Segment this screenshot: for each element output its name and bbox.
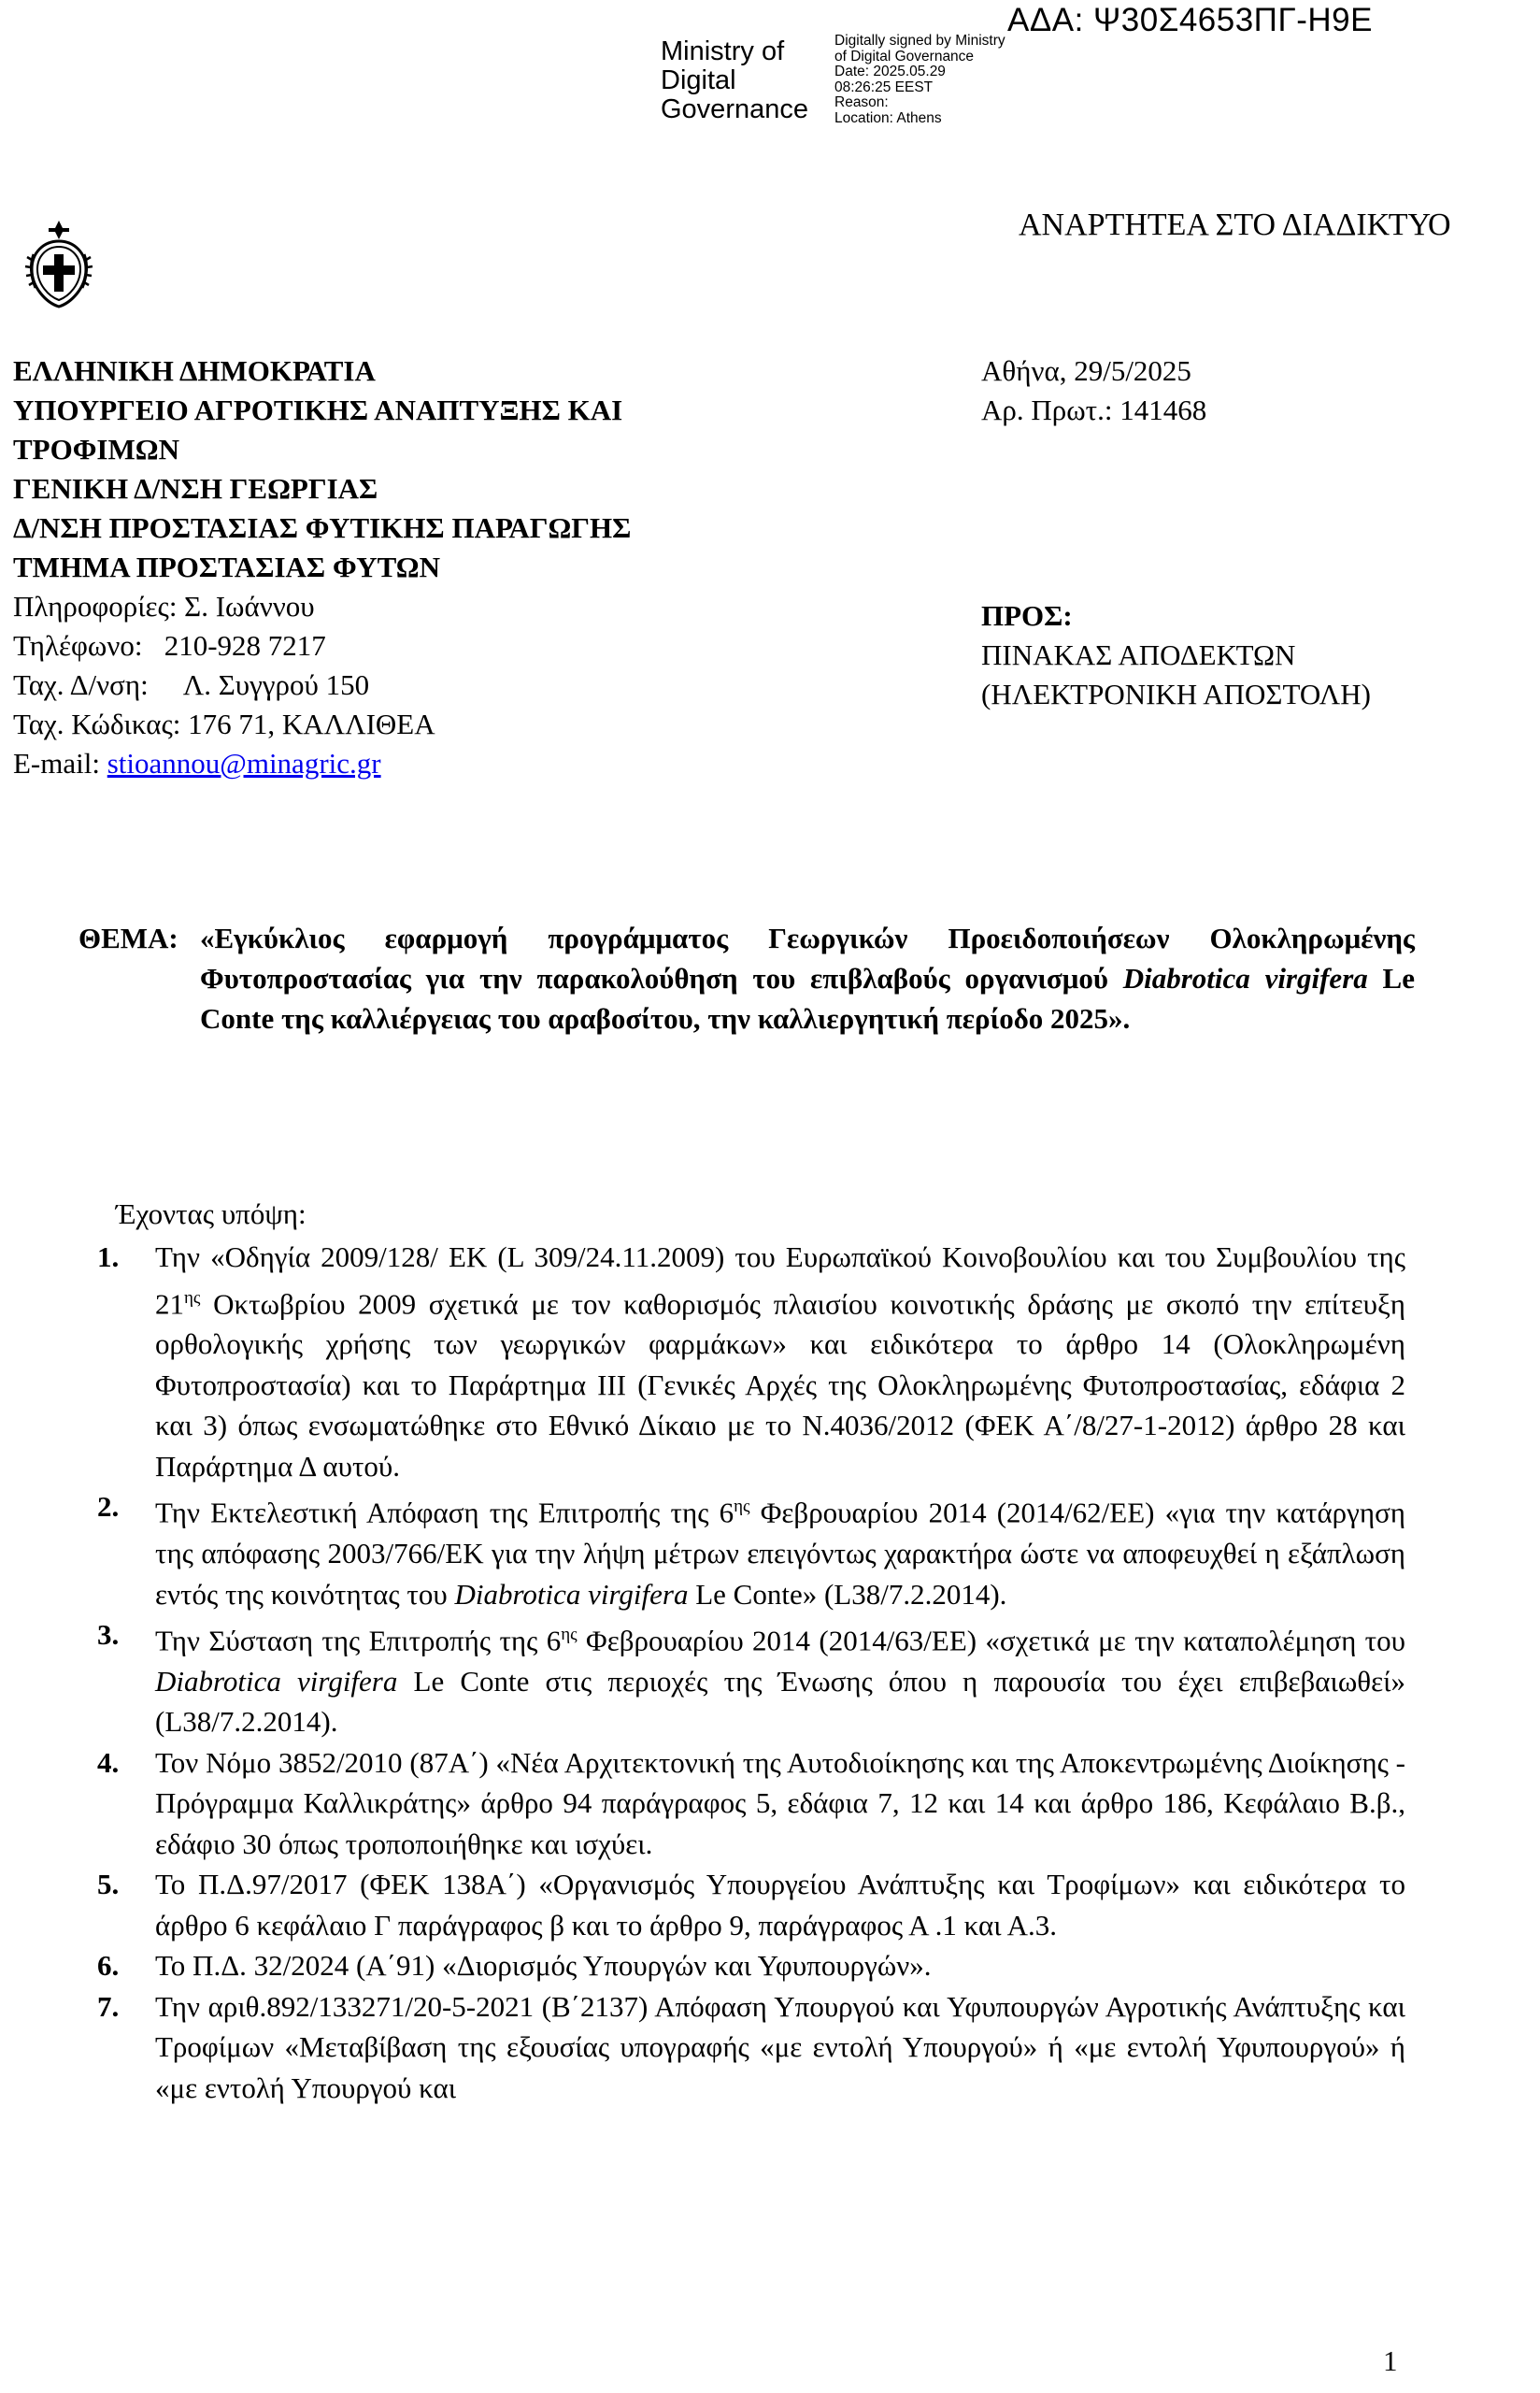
list-item: 4. Τον Νόμο 3852/2010 (87Α΄) «Νέα Αρχιτεκτονική της Αυτοδιοίκησης και της Αποκεντρωμένης Διοίκησης - Πρόγραμμα Καλλικράτης» άρθρο 94 παράγραφος 5, εδάφια 7, 12 και 14 και άρθρο 186, Κεφάλαιο Β.β., εδάφιο 30 όπως τροποποιήθηκε και ισχύει. [97,1745,1405,1860]
list-item: 3. Την Σύσταση της Επιτροπής της $6^{\eta\varsigma}$ Φεβρουαρίου 2014 (2014/63/ΕΕ) «σχετικά με την καταπολέμηση του Diabrotica virgifera Le Conte στις περιοχές της Ένωσης όπου η παρουσία του έχει επιβεβαιωθεί» (L38/7.2.2014). [97,1618,1406,1739]
email-link[interactable]: stioannou@minagric.gr [107,747,381,780]
recipients-block [981,596,1371,714]
subject [78,918,1415,1039]
document-date: Αθήνα, 29/5/2025 [981,354,1191,387]
contact-email-row: E-mail: stioannou@minagric.gr [13,747,381,780]
post-online-note: ΑΝΑΡΤΗΤΕΑ ΣΤΟ ΔΙΑΔΙΚΤΥΟ [1019,208,1451,242]
ada-code: ΑΔΑ: Ψ30Σ4653ΠΓ-Η9Ε [1007,2,1373,38]
sender-line: Δ/ΝΣΗ ΠΡΟΣΤΑΣΙΑΣ ΦΥΤΙΚΗΣ ΠΑΡΑΓΩΓΗΣ [13,511,632,544]
recipients-line: ΠΙΝΑΚΑΣ ΑΠΟΔΕΚΤΩΝ [981,638,1296,671]
contact-address: Ταχ. Δ/νση: Λ. Συγγρού 150 [13,668,370,701]
considerations-list [97,1237,1405,2108]
sender-line: ΕΛΛΗΝΙΚΗ ΔΗΜΟΚΡΑΤΙΑ [13,354,376,387]
recipients-line: (ΗΛΕΚΤΡΟΝΙΚΗ ΑΠΟΣΤΟΛΗ) [981,678,1371,710]
sender-line: ΥΠΟΥΡΓΕΙΟ ΑΓΡΟΤΙΚΗΣ ΑΝΑΠΤΥΞΗΣ ΚΑΙ [13,394,623,426]
greek-coat-of-arms-icon [22,213,95,310]
contact-phone: Τηλέφωνο: 210-928 7217 [13,629,326,662]
digital-signature: Digitally signed by Ministry of Digital Governance Date: 2025.05.29 08:26:25 EEST Reason: Location: Athens [834,33,1005,126]
sender-line: ΓΕΝΙΚΗ Δ/ΝΣΗ ΓΕΩΡΓΙΑΣ [13,472,378,505]
subject-label: ΘΕΜΑ: [78,922,178,954]
list-item: 1. Την «Οδηγία 2009/128/ ΕΚ (L 309/24.11.2009) του Ευρωπαϊκού Κοινοβουλίου και του Συμβουλίου της $21^{\eta\varsigma}$ Οκτωβρίου 2009 σχετικά με τον καθορισμός πλαισίου κοινοτικής δράσης με σκοπό την επίτευξη ορθολογικής χρήσης των γεωργικών φαρμάκων» και ειδικότερα το άρθρο 14 (Ολοκληρωμένη Φυτοπροστασία) και το Παράρτημα ΙΙΙ (Γενικές Αρχές της Ολοκληρωμένης Φυτοπροστασίας, εδάφια 2 και 3) όπως ενσωματώθηκε στο Εθνικό Δίκαιο με το Ν.4036/2012 (ΦΕΚ Α΄/8/27-1-2012) άρθρο 28 και Παράρτημα Δ αυτού. [97,1240,1405,1483]
having-in-mind-heading: Έχοντας υπόψη: [116,1197,307,1230]
protocol-number: Αρ. Πρωτ.: 141468 [981,394,1207,426]
contact-info: Πληροφορίες: Σ. Ιωάννου [13,590,315,623]
list-item: 7. Την αριθ.892/133271/20-5-2021 (Β΄2137) Απόφαση Υπουργού και Υφυπουργών Αγροτικής Ανάπτυξης και Τροφίμων «Μεταβίβαση της εξουσίας υπογραφής «με εντολή Υπουργού» ή «με εντολή Υφυπουργού» ή «με εντολή Υπουργού και [97,1989,1405,2104]
sender-line: ΤΡΟΦΙΜΩΝ [13,433,179,466]
subject-text: «Εγκύκλιος εφαρμογή προγράμματος Γεωργικών Προειδοποιήσεων Ολοκληρωμένης Φυτοπροστασίας για την παρακολούθηση του επιβλαβούς οργανισμού Diabrotica virgifera Le Conte της καλλιέργειας του αραβοσίτου, την καλλιεργητική περίοδο 2025». [200,922,1415,1035]
sender-line: ΤΜΗΜΑ ΠΡΟΣΤΑΣΙΑΣ ΦΥΤΩΝ [13,551,440,583]
contact-postcode: Ταχ. Κώδικας: 176 71, ΚΑΛΛΙΘΕΑ [13,708,435,740]
list-item: 5. Το Π.Δ.97/2017 (ΦΕΚ 138Α΄) «Οργανισμός Υπουργείου Ανάπτυξης και Τροφίμων» και ειδικότερα το άρθρο 6 κεφάλαιο Γ παράγραφος β και το άρθρο 9, παράγραφος Α .1 και Α.3. [97,1868,1405,1942]
to-label: ΠΡΟΣ: [981,599,1073,632]
list-item: 6. Το Π.Δ. 32/2024 (Α΄91) «Διορισμός Υπουργών και Υφυπουργών». [97,1949,932,1983]
page-number: 1 [1383,2344,1398,2377]
date-block [981,351,1206,430]
list-item: 2. Την Εκτελεστική Απόφαση της Επιτροπής της $6^{\eta\varsigma}$ Φεβρουαρίου 2014 (2014/62/ΕΕ) «για την κατάργηση της απόφασης 2003/766/ΕΚ για την λήψη μέτρων επειγόντως χαρακτήρα ώστε να αποφευχθεί η εξάπλωση εντός της κοινότητας του Diabrotica virgifera Le Conte» (L38/7.2.2014). [97,1490,1405,1611]
sender-block [13,351,854,783]
ministry-name: Ministry of Digital Governance [661,36,808,124]
